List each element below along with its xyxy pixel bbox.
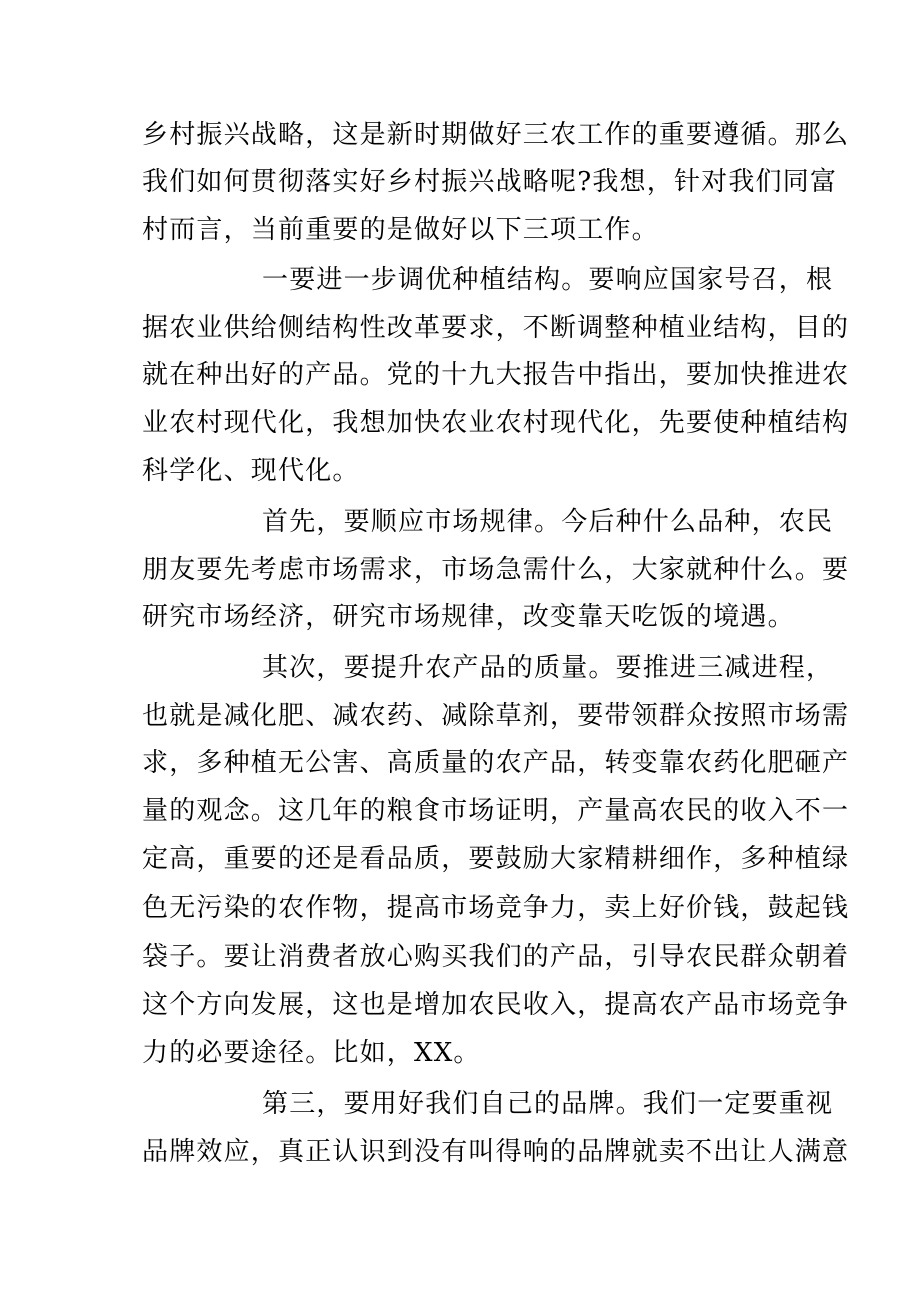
text-line: 就在种出好的产品。党的十九大报告中指出，要加快推进农	[142, 360, 850, 390]
text-line: 研究市场经济，研究市场规律，改变靠天吃饭的境遇。	[142, 602, 795, 632]
paragraph-first-line: 一要进一步调优种植结构。要响应国家号召，根	[262, 265, 834, 295]
text-line: 业农村现代化，我想加快农业农村现代化，先要使种植结构	[142, 408, 850, 438]
text-line: 科学化、现代化。	[142, 456, 360, 486]
text-line: 据农业供给侧结构性改革要求，不断调整种植业结构，目的	[142, 313, 850, 343]
text-line: 求，多种植无公害、高质量的农产品，转变靠农药化肥砸产	[142, 748, 850, 778]
text-line: 定高，重要的还是看品质，要鼓励大家精耕细作，多种植绿	[142, 844, 850, 874]
text-line: 品牌效应，真正认识到没有叫得响的品牌就卖不出让人满意	[142, 1137, 850, 1167]
text-line: 色无污染的农作物，提高市场竞争力，卖上好价钱，鼓起钱	[142, 893, 850, 923]
text-line: 我们如何贯彻落实好乡村振兴战略呢?我想，针对我们同富	[142, 167, 838, 197]
text-line: 也就是减化肥、减农药、减除草剂，要带领群众按照市场需	[142, 701, 850, 731]
text-line: 乡村振兴战略，这是新时期做好三农工作的重要遵循。那么	[142, 120, 850, 150]
text-line: 力的必要途径。比如，XX。	[142, 1038, 481, 1068]
text-line: 量的观念。这几年的粮食市场证明，产量高农民的收入不一	[142, 796, 850, 826]
paragraph-first-line: 第三，要用好我们自己的品牌。我们一定要重视	[262, 1089, 834, 1119]
text-line: 朋友要先考虑市场需求，市场急需什么，大家就种什么。要	[142, 555, 850, 585]
paragraph-first-line: 首先，要顺应市场规律。今后种什么品种，农民	[262, 507, 834, 537]
text-line: 袋子。要让消费者放心购买我们的产品，引导农民群众朝着	[142, 942, 850, 972]
paragraph-first-line: 其次，要提升农产品的质量。要推进三减进程，	[262, 653, 834, 683]
text-line: 这个方向发展，这也是增加农民收入，提高农产品市场竞争	[142, 990, 850, 1020]
text-line: 村而言，当前重要的是做好以下三项工作。	[142, 215, 659, 245]
